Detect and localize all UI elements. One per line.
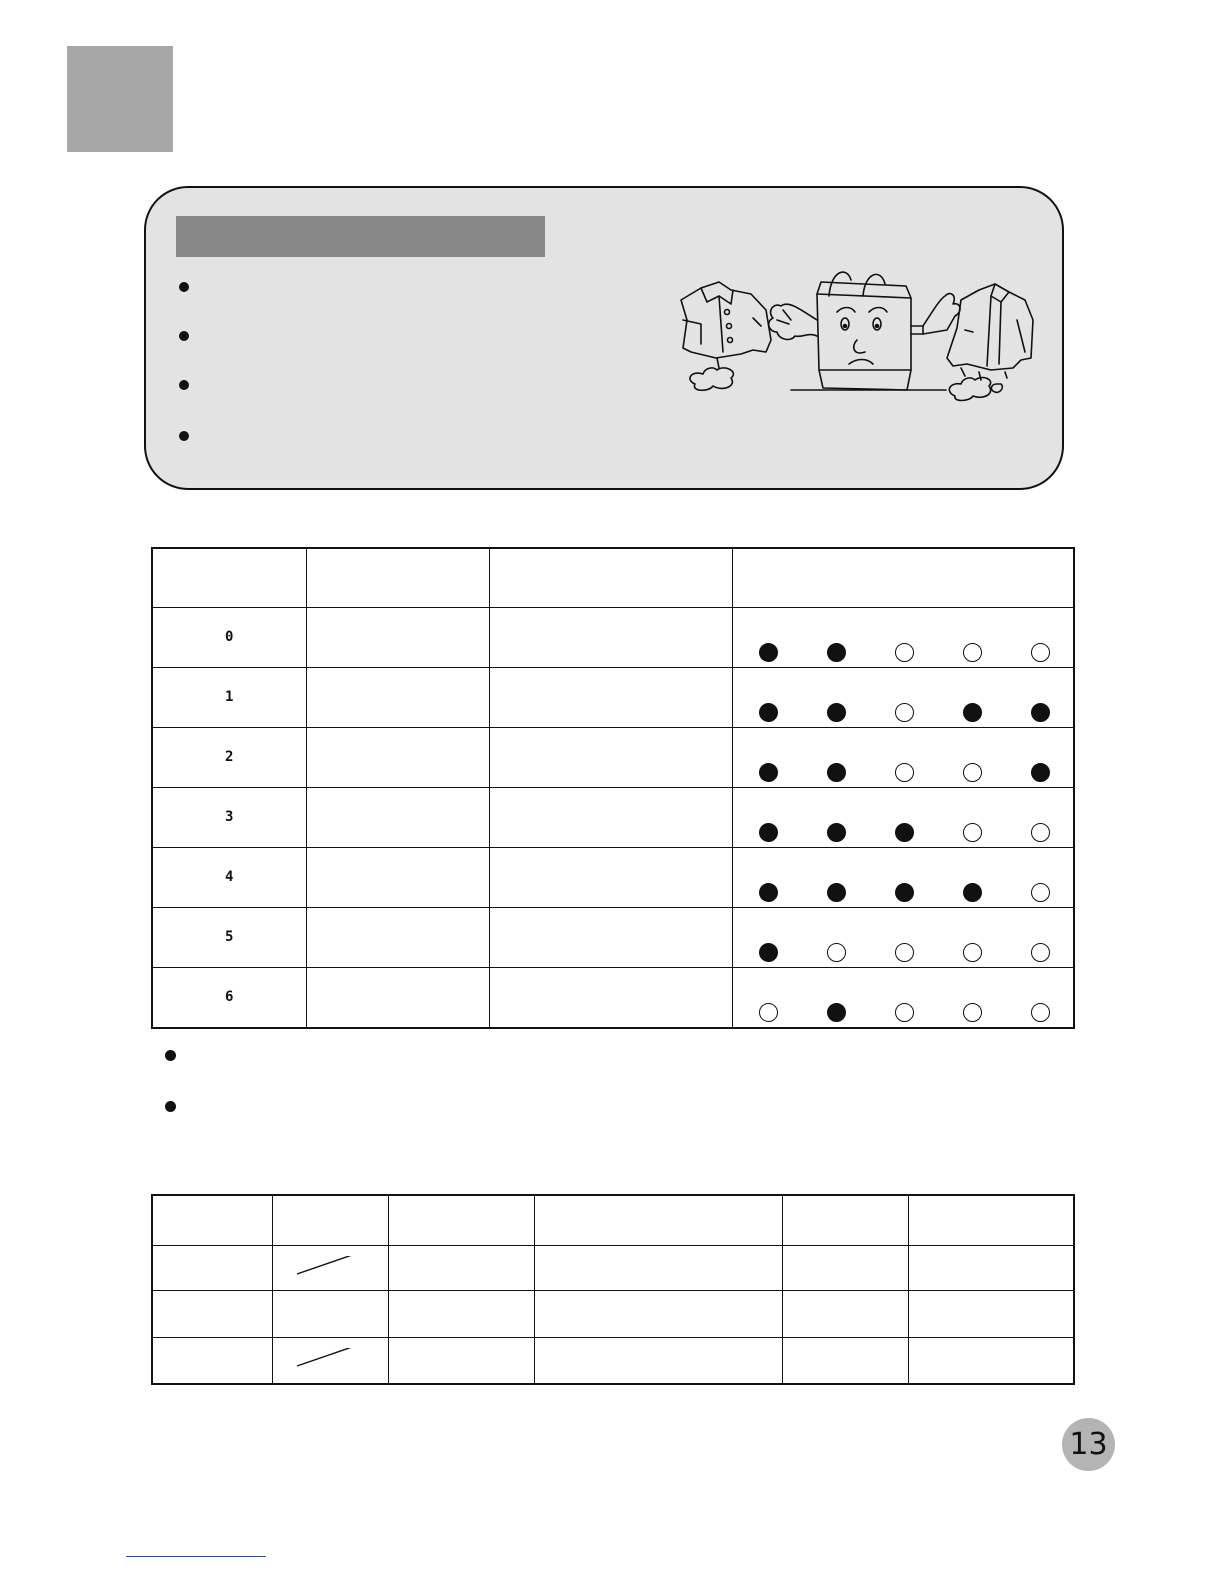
empty-cell — [152, 1290, 272, 1337]
empty-cell — [489, 668, 732, 728]
empty-cell — [534, 1245, 782, 1290]
empty-cell — [306, 788, 489, 848]
table-row — [152, 968, 1074, 1029]
indicator-lights — [733, 763, 1074, 782]
indicator-cell — [732, 788, 1074, 848]
empty-cell — [306, 968, 489, 1029]
program-number: 1 — [152, 668, 306, 728]
slash-cell — [272, 1245, 388, 1290]
indicator-off-icon — [895, 763, 914, 782]
table-row — [152, 608, 1074, 668]
washing-machine-illustration — [661, 260, 1041, 430]
table-row — [152, 728, 1074, 788]
empty-cell — [306, 608, 489, 668]
table-row — [152, 848, 1074, 908]
indicator-off-icon — [895, 703, 914, 722]
indicator-lights — [733, 943, 1074, 962]
program-number: 6 — [152, 968, 306, 1029]
empty-cell — [489, 788, 732, 848]
empty-cell — [908, 1245, 1074, 1290]
indicator-lights — [733, 883, 1074, 902]
footer-link-line — [126, 1556, 266, 1557]
indicator-off-icon — [1031, 823, 1050, 842]
empty-cell — [306, 728, 489, 788]
header-cell — [908, 1195, 1074, 1245]
empty-cell — [489, 968, 732, 1029]
indicator-off-icon — [963, 823, 982, 842]
slash-mark-icon — [295, 1256, 357, 1280]
indicator-off-icon — [963, 1003, 982, 1022]
indicator-off-icon — [1031, 943, 1050, 962]
table-row — [152, 1245, 1074, 1290]
indicator-off-icon — [827, 943, 846, 962]
empty-cell — [782, 1245, 908, 1290]
indicator-on-icon — [759, 703, 778, 722]
indicator-lights — [733, 703, 1074, 722]
indicator-on-icon — [827, 883, 846, 902]
indicator-on-icon — [759, 643, 778, 662]
indicator-off-icon — [1031, 643, 1050, 662]
header-cell — [388, 1195, 534, 1245]
indicator-off-icon — [1031, 883, 1050, 902]
program-indicator-table — [151, 547, 1075, 1029]
wet-shirt-right-icon — [947, 284, 1033, 401]
wet-shirt-left-icon — [681, 282, 771, 390]
empty-cell — [388, 1290, 534, 1337]
page-number-badge: 13 — [1062, 1418, 1115, 1471]
note-bullet — [165, 1101, 176, 1112]
indicator-off-icon — [963, 943, 982, 962]
indicator-on-icon — [1031, 763, 1050, 782]
indicator-off-icon — [759, 1003, 778, 1022]
table-row — [152, 1290, 1074, 1337]
indicator-cell — [732, 668, 1074, 728]
header-cell — [272, 1195, 388, 1245]
empty-cell — [489, 848, 732, 908]
table-header-row — [152, 1195, 1074, 1245]
header-cell — [152, 1195, 272, 1245]
indicator-cell — [732, 908, 1074, 968]
indicator-off-icon — [963, 643, 982, 662]
indicator-lights — [733, 1003, 1074, 1022]
washing-machine-icon — [769, 272, 960, 390]
indicator-cell — [732, 848, 1074, 908]
header-cell — [732, 548, 1074, 608]
empty-cell — [489, 608, 732, 668]
indicator-off-icon — [963, 763, 982, 782]
empty-cell — [782, 1290, 908, 1337]
table-row — [152, 908, 1074, 968]
indicator-cell — [732, 608, 1074, 668]
indicator-lights — [733, 643, 1074, 662]
indicator-cell — [732, 728, 1074, 788]
panel-bullet — [179, 331, 189, 341]
panel-header-bar — [176, 216, 545, 257]
table-row — [152, 788, 1074, 848]
note-bullet — [165, 1050, 176, 1061]
empty-cell — [489, 728, 732, 788]
slash-cell — [272, 1337, 388, 1384]
indicator-on-icon — [895, 883, 914, 902]
program-number: 4 — [152, 848, 306, 908]
spec-rows — [152, 1245, 1074, 1384]
empty-cell — [152, 1337, 272, 1384]
header-cell — [489, 548, 732, 608]
indicator-on-icon — [827, 1003, 846, 1022]
slash-mark-icon — [295, 1348, 357, 1372]
section-marker-square — [67, 46, 173, 152]
empty-cell — [908, 1337, 1074, 1384]
empty-cell — [306, 908, 489, 968]
spec-table — [151, 1194, 1075, 1385]
indicator-on-icon — [759, 823, 778, 842]
header-cell — [534, 1195, 782, 1245]
indicator-on-icon — [963, 883, 982, 902]
empty-cell — [388, 1245, 534, 1290]
empty-cell — [306, 668, 489, 728]
indicator-on-icon — [963, 703, 982, 722]
table-row — [152, 668, 1074, 728]
slash-cell — [272, 1290, 388, 1337]
indicator-off-icon — [895, 1003, 914, 1022]
empty-cell — [534, 1337, 782, 1384]
indicator-on-icon — [759, 883, 778, 902]
program-number: 3 — [152, 788, 306, 848]
indicator-on-icon — [759, 763, 778, 782]
program-number: 2 — [152, 728, 306, 788]
panel-bullet — [179, 431, 189, 441]
info-panel — [144, 186, 1064, 490]
indicator-on-icon — [827, 703, 846, 722]
indicator-lights — [733, 823, 1074, 842]
table-row — [152, 1337, 1074, 1384]
empty-cell — [908, 1290, 1074, 1337]
empty-cell — [782, 1337, 908, 1384]
indicator-on-icon — [895, 823, 914, 842]
empty-cell — [306, 848, 489, 908]
indicator-off-icon — [1031, 1003, 1050, 1022]
program-number: 0 — [152, 608, 306, 668]
panel-bullet — [179, 282, 189, 292]
table-header-row — [152, 548, 1074, 608]
empty-cell — [388, 1337, 534, 1384]
indicator-on-icon — [827, 643, 846, 662]
indicator-on-icon — [827, 823, 846, 842]
program-number: 5 — [152, 908, 306, 968]
empty-cell — [152, 1245, 272, 1290]
panel-bullet — [179, 380, 189, 390]
empty-cell — [534, 1290, 782, 1337]
indicator-cell — [732, 968, 1074, 1029]
indicator-on-icon — [1031, 703, 1050, 722]
header-cell — [306, 548, 489, 608]
header-cell — [152, 548, 306, 608]
header-cell — [782, 1195, 908, 1245]
indicator-off-icon — [895, 943, 914, 962]
indicator-on-icon — [759, 943, 778, 962]
indicator-on-icon — [827, 763, 846, 782]
indicator-off-icon — [895, 643, 914, 662]
program-rows — [152, 608, 1074, 1029]
empty-cell — [489, 908, 732, 968]
